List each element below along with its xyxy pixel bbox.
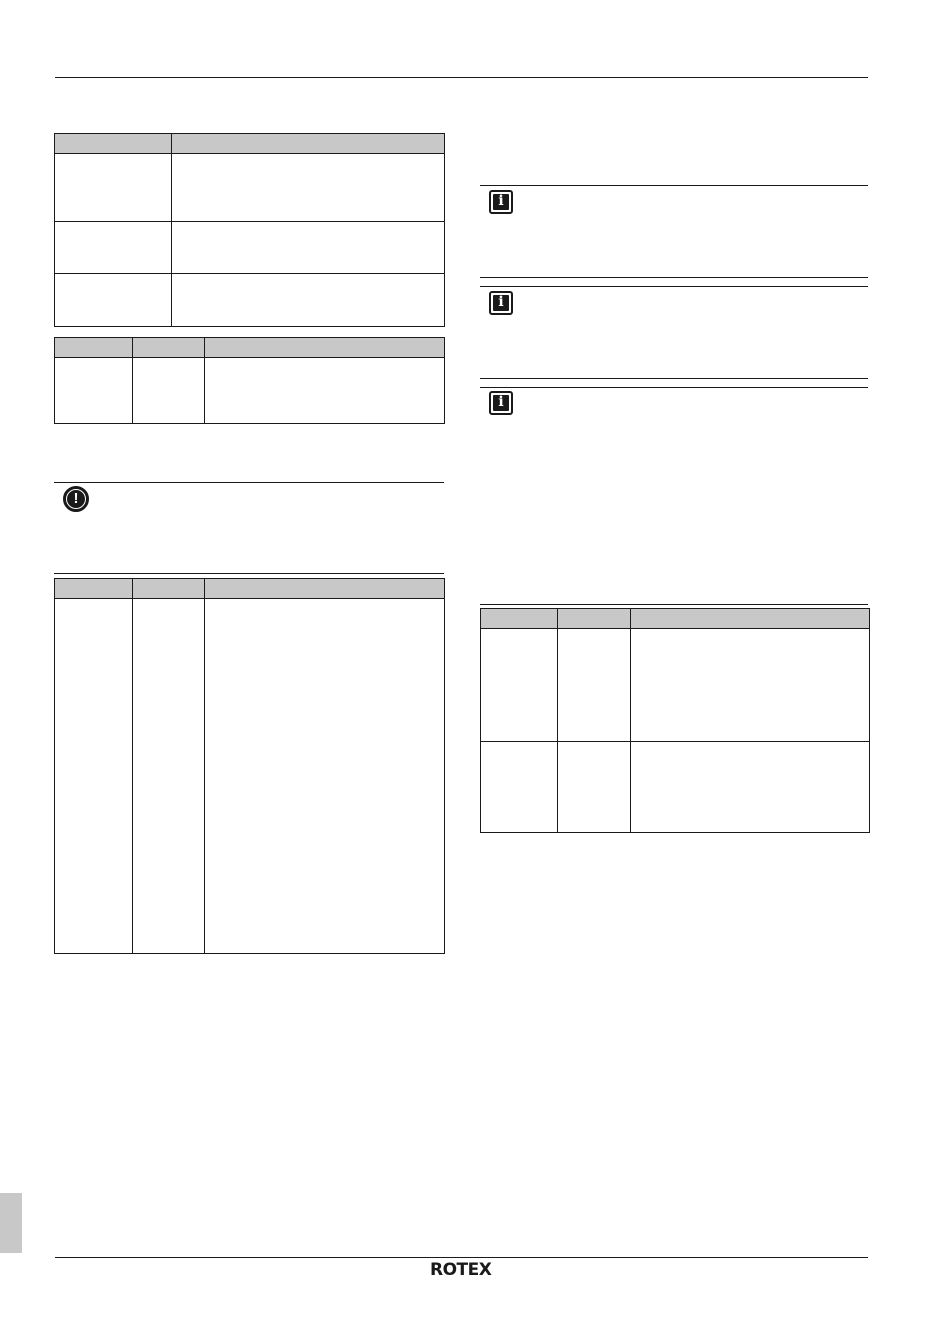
info-icon bbox=[489, 391, 513, 415]
table-2-header-cell bbox=[205, 338, 445, 358]
table-4-header-cell bbox=[481, 609, 558, 629]
header-rule bbox=[55, 77, 868, 78]
table-cell bbox=[558, 629, 631, 742]
table-cell bbox=[55, 222, 172, 274]
table-cell bbox=[55, 599, 133, 954]
table-row bbox=[55, 154, 445, 222]
table-row bbox=[55, 358, 445, 424]
table-3-header-row bbox=[55, 579, 445, 599]
table-cell bbox=[55, 154, 172, 222]
table-cell bbox=[172, 222, 445, 274]
table-row bbox=[481, 629, 870, 742]
table-cell bbox=[133, 599, 205, 954]
table-1-header-cell bbox=[55, 134, 172, 154]
table-2-header-cell bbox=[133, 338, 205, 358]
table-cell bbox=[205, 599, 445, 954]
table-3-header-cell bbox=[55, 579, 133, 599]
info-note-2-bottom-rule bbox=[480, 378, 868, 379]
table-cell bbox=[558, 742, 631, 833]
table-4-top-rule bbox=[480, 604, 868, 605]
table-1-header-cell bbox=[172, 134, 445, 154]
info-icon bbox=[489, 190, 513, 214]
table-4 bbox=[480, 608, 870, 833]
table-cell bbox=[172, 274, 445, 327]
table-row bbox=[55, 599, 445, 954]
table-3 bbox=[54, 578, 445, 954]
table-2-header-cell bbox=[55, 338, 133, 358]
table-cell bbox=[55, 274, 172, 327]
table-3-header-cell bbox=[205, 579, 445, 599]
footer-rule bbox=[55, 1257, 868, 1258]
table-cell bbox=[55, 358, 133, 424]
table-4-header-cell bbox=[558, 609, 631, 629]
table-3-header-cell bbox=[133, 579, 205, 599]
info-note-1-top-rule bbox=[480, 185, 868, 186]
info-icon-glyph: i bbox=[498, 394, 504, 410]
table-1 bbox=[54, 133, 445, 327]
table-cell bbox=[481, 742, 558, 833]
table-row bbox=[481, 742, 870, 833]
table-2 bbox=[54, 337, 445, 424]
warning-note-top-rule bbox=[54, 482, 444, 483]
info-icon bbox=[489, 291, 513, 315]
info-note-1-bottom-rule bbox=[480, 277, 868, 278]
table-4-header-cell bbox=[631, 609, 870, 629]
table-cell bbox=[205, 358, 445, 424]
table-cell bbox=[481, 629, 558, 742]
table-row bbox=[55, 222, 445, 274]
table-cell bbox=[172, 154, 445, 222]
table-cell bbox=[631, 742, 870, 833]
warning-icon bbox=[63, 486, 89, 512]
table-4-header-row bbox=[481, 609, 870, 629]
rotex-logo: ROTEX bbox=[430, 1260, 492, 1280]
table-2-header-row bbox=[55, 338, 445, 358]
warning-icon-glyph: ! bbox=[73, 490, 79, 507]
warning-note-bottom-rule bbox=[54, 573, 444, 574]
info-note-2-top-rule bbox=[480, 286, 868, 287]
info-note-3-top-rule bbox=[480, 387, 868, 388]
chapter-side-tab bbox=[0, 1193, 22, 1253]
info-icon-glyph: i bbox=[498, 193, 504, 209]
table-cell bbox=[631, 629, 870, 742]
table-row bbox=[55, 274, 445, 327]
table-cell bbox=[133, 358, 205, 424]
info-icon-glyph: i bbox=[498, 294, 504, 310]
table-1-header-row bbox=[55, 134, 445, 154]
